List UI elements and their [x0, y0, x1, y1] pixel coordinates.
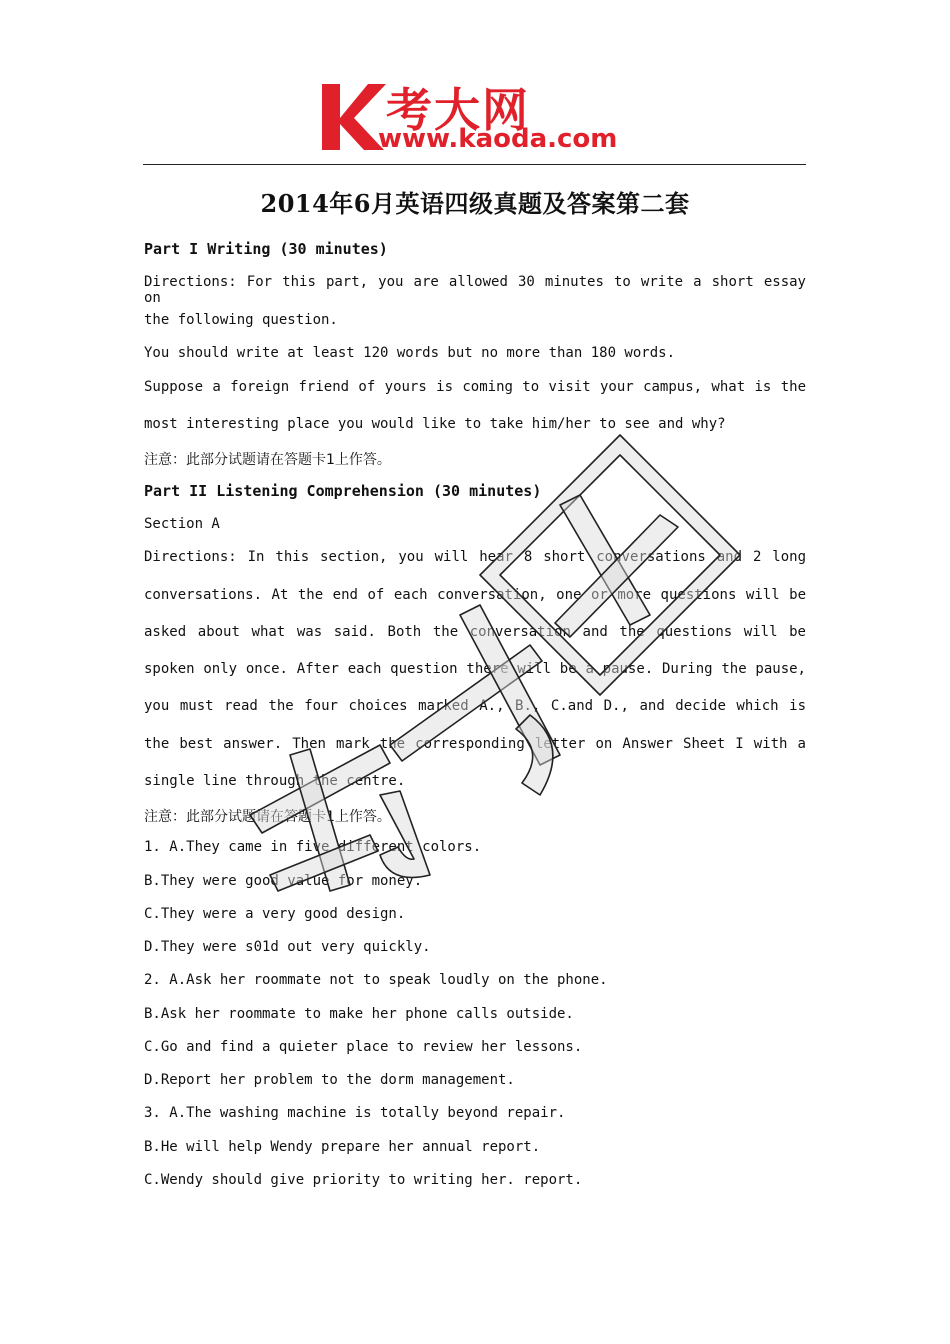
question-option: B.They were good value for money.	[144, 873, 423, 889]
part1-directions-line: the following question.	[144, 312, 338, 328]
question-option: D.Report her problem to the dorm management.	[144, 1072, 515, 1088]
part1-prompt-line: most interesting place you would like to take him/her to see and why?	[144, 416, 726, 432]
part2-directions-line: the best answer. Then mark the corresponding letter on Answer Sheet I with a	[144, 736, 806, 752]
logo-url: www.kaoda.com	[378, 124, 618, 154]
part2-note: 注意：此部分试题请在答题卡1上作答。	[144, 809, 391, 825]
question-option: B.Ask her roommate to make her phone calls outside.	[144, 1006, 574, 1022]
part1-heading: Part I Writing (30 minutes)	[144, 240, 388, 258]
page-title: 2014年6月英语四级真题及答案第二套	[260, 189, 690, 218]
part2-heading: Part II Listening Comprehension (30 minutes)	[144, 482, 542, 500]
question-option: 3. A.The washing machine is totally beyond repair.	[144, 1105, 566, 1121]
part1-note: 注意：此部分试题请在答题卡1上作答。	[144, 452, 391, 468]
part2-directions-line: Directions: In this section, you will hear 8 short conversations and 2 long	[144, 549, 806, 565]
header-rule	[143, 164, 806, 165]
question-option: B.He will help Wendy prepare her annual report.	[144, 1139, 541, 1155]
part2-directions-line: conversations. At the end of each conversation, one or more questions will be	[144, 587, 806, 603]
part1-prompt-line: Suppose a foreign friend of yours is coming to visit your campus, what is the	[144, 379, 806, 395]
question-option: 2. A.Ask her roommate not to speak loudly on the phone.	[144, 972, 608, 988]
question-option: C.Go and find a quieter place to review her lessons.	[144, 1039, 583, 1055]
question-option: C.They were a very good design.	[144, 906, 406, 922]
section-a-label: Section A	[144, 516, 220, 532]
question-option: D.They were s01d out very quickly.	[144, 939, 431, 955]
question-option: C.Wendy should give priority to writing her. report.	[144, 1172, 583, 1188]
part2-directions-line: spoken only once. After each question there will be a pause. During the pause,	[144, 661, 806, 677]
logo-brand-text: 考大网	[386, 83, 530, 137]
part2-directions-line: you must read the four choices marked A., B., C.and D., and decide which is	[144, 698, 806, 714]
part1-directions-line: Directions: For this part, you are allowed 30 minutes to write a short essay on	[144, 274, 806, 306]
question-option: 1. A.They came in five different colors.	[144, 839, 482, 855]
kaoda-logo	[318, 78, 638, 158]
part2-directions-line: asked about what was said. Both the conversation and the questions will be	[144, 624, 806, 640]
part2-directions-line: single line through the centre.	[144, 773, 406, 789]
part1-word-limit: You should write at least 120 words but no more than 180 words.	[144, 345, 676, 361]
